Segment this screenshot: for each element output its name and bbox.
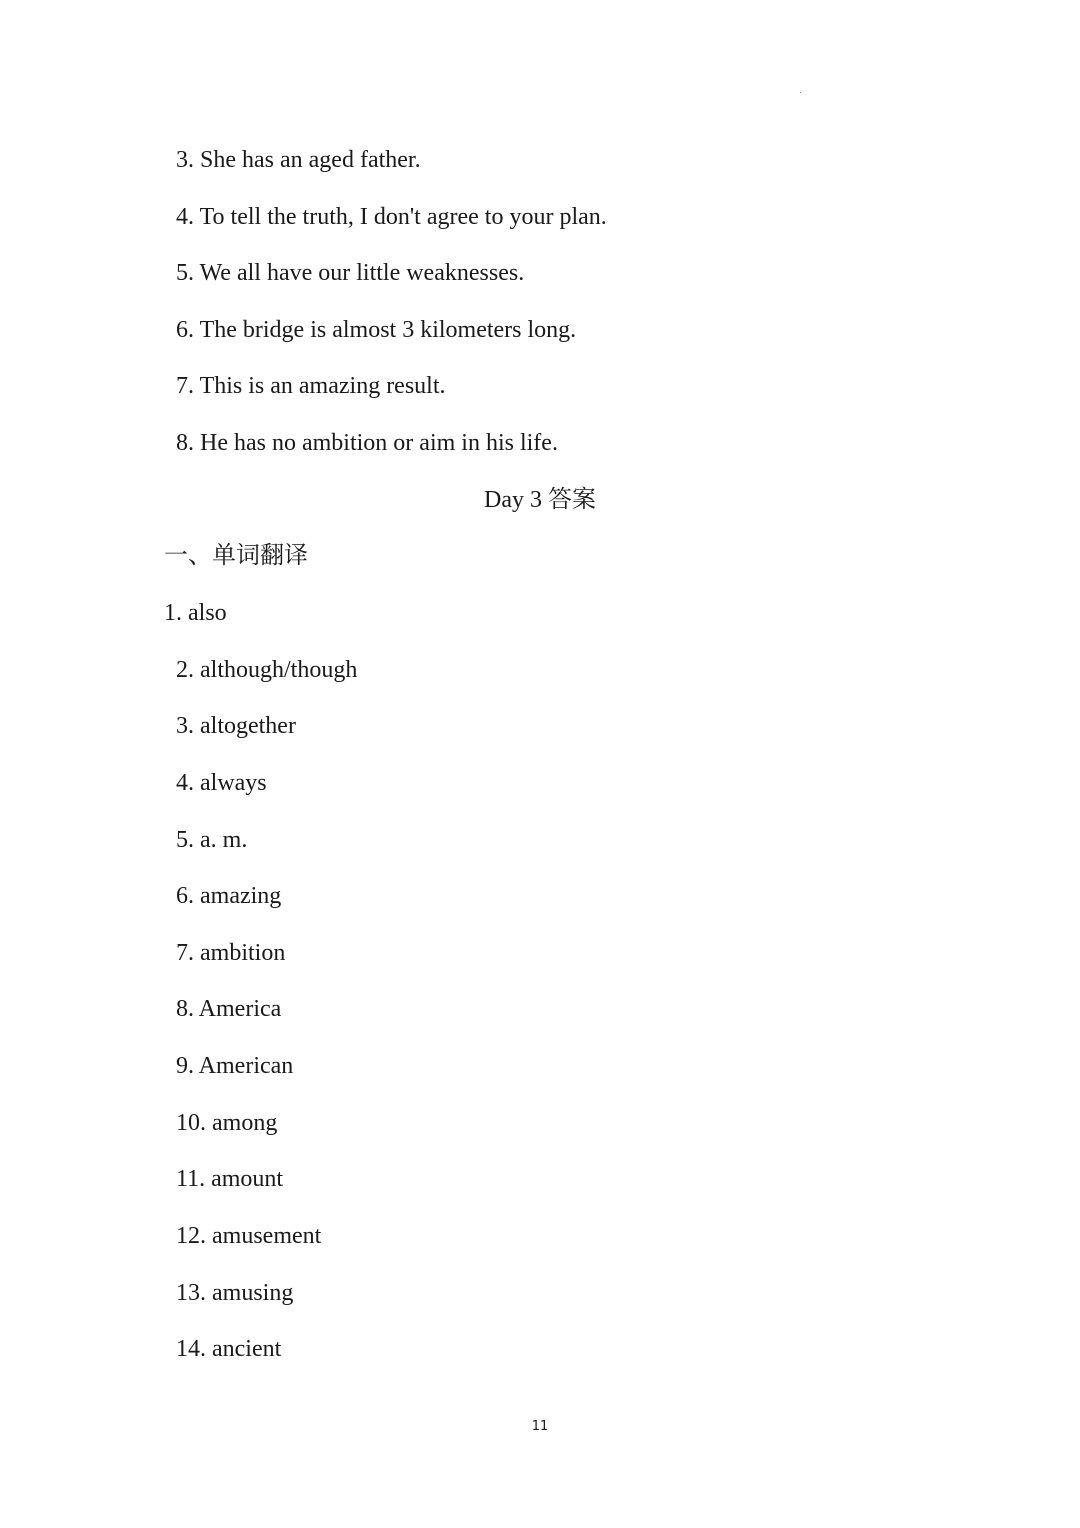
- word-item: 3. altogether: [176, 713, 296, 739]
- sentence-item: 4. To tell the truth, I don't agree to your plan.: [176, 204, 607, 230]
- word-item: 5. a. m.: [176, 827, 248, 853]
- scan-speck: [800, 92, 801, 93]
- word-item: 6. amazing: [176, 883, 282, 909]
- word-item: 7. ambition: [176, 940, 286, 966]
- word-item: 9. American: [176, 1053, 294, 1079]
- part-heading: 一、单词翻译: [164, 543, 308, 569]
- word-item: 13. amusing: [176, 1280, 294, 1306]
- sentence-item: 8. He has no ambition or aim in his life.: [176, 430, 558, 456]
- sentence-item: 6. The bridge is almost 3 kilometers long.: [176, 317, 577, 343]
- word-item: 2. although/though: [176, 657, 358, 683]
- word-item: 10. among: [176, 1110, 278, 1136]
- section-title: Day 3 答案: [484, 487, 596, 513]
- word-item: 11. amount: [176, 1166, 284, 1192]
- page-number: 11: [531, 1419, 549, 1434]
- word-item: 14. ancient: [176, 1336, 282, 1362]
- word-item: 4. always: [176, 770, 267, 796]
- sentence-item: 3. She has an aged father.: [176, 147, 421, 173]
- sentence-item: 7. This is an amazing result.: [176, 373, 446, 399]
- word-item: 1. also: [164, 600, 227, 626]
- word-item: 12. amusement: [176, 1223, 322, 1249]
- sentence-item: 5. We all have our little weaknesses.: [176, 260, 525, 286]
- word-item: 8. America: [176, 996, 282, 1022]
